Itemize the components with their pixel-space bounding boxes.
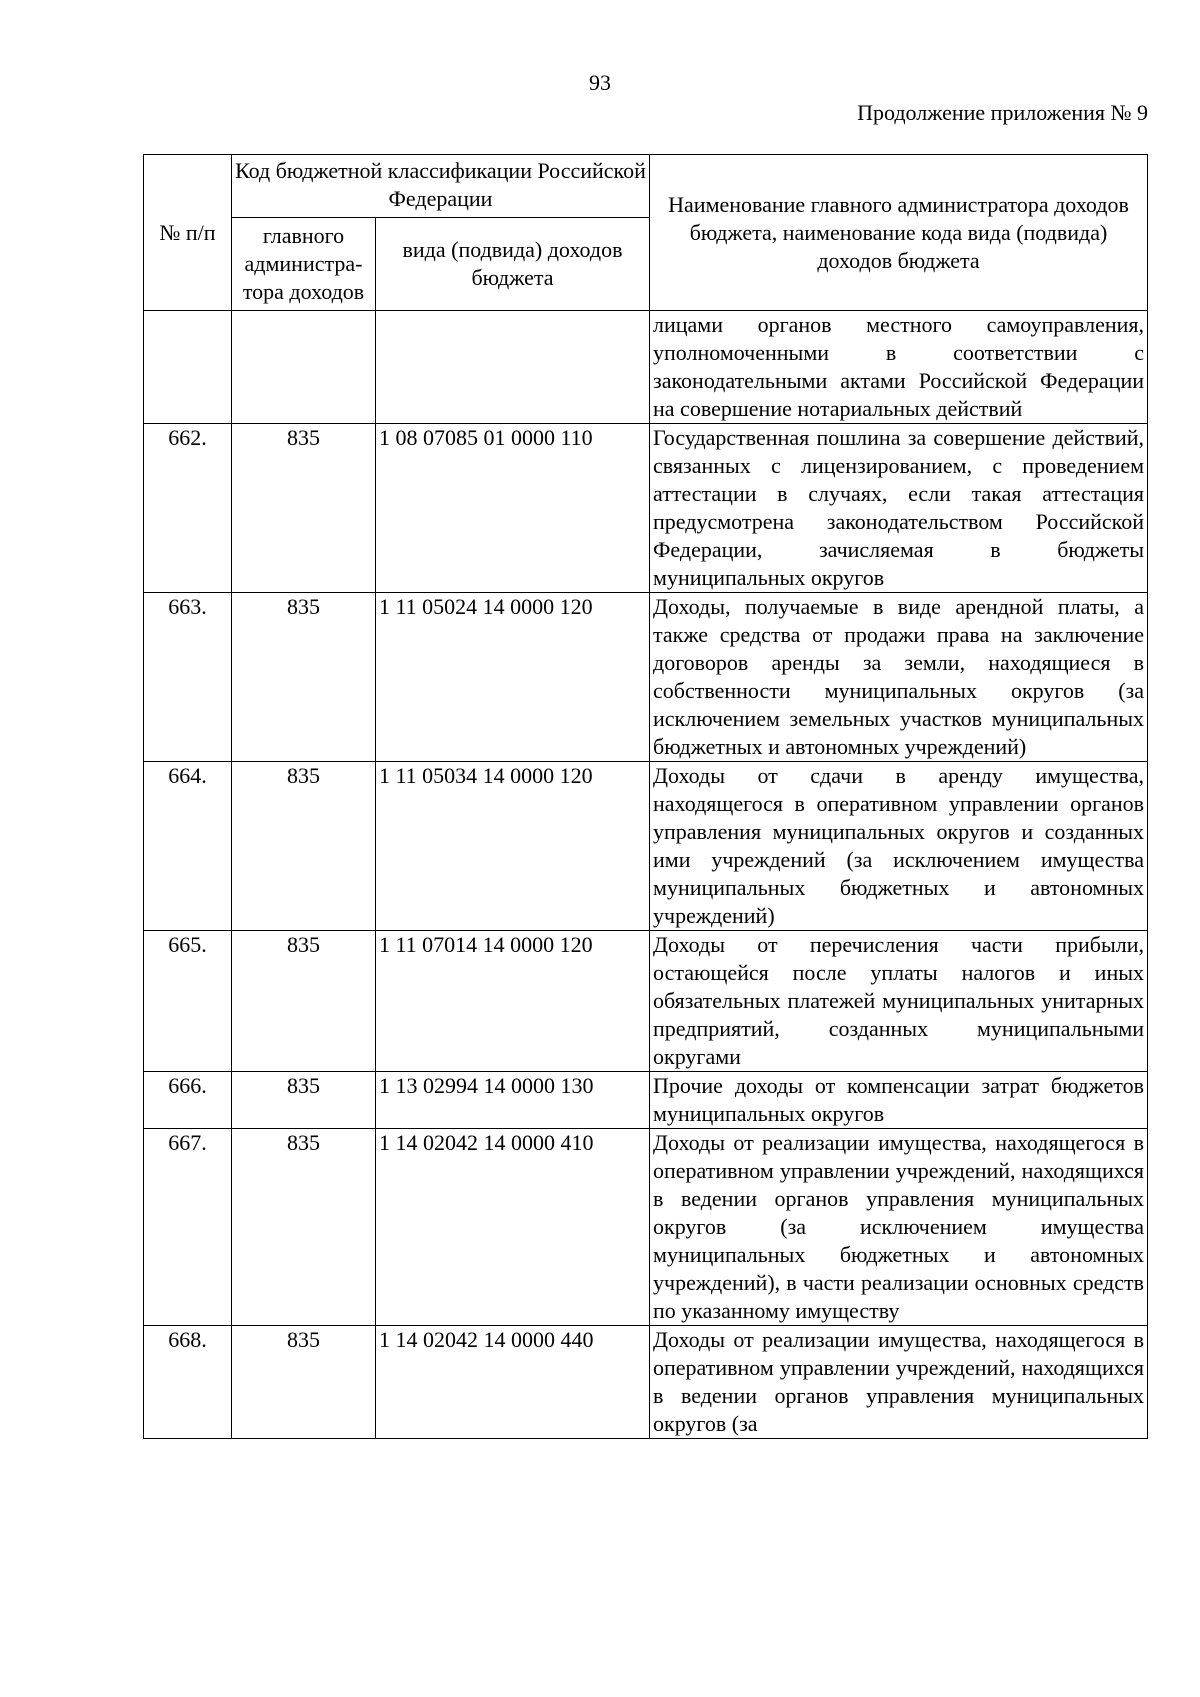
row-number bbox=[144, 311, 232, 424]
revenue-code: 1 11 05034 14 0000 120 bbox=[376, 762, 650, 931]
revenue-code: 1 11 07014 14 0000 120 bbox=[376, 931, 650, 1072]
administrator-code: 835 bbox=[232, 1129, 376, 1326]
revenue-code: 1 14 02042 14 0000 410 bbox=[376, 1129, 650, 1326]
appendix-continuation-title: Продолжение приложения № 9 bbox=[857, 100, 1148, 125]
table-row bbox=[144, 1072, 1148, 1129]
administrator-code: 835 bbox=[232, 762, 376, 931]
header-row-number: № п/п bbox=[144, 155, 232, 311]
page-number: 93 bbox=[589, 70, 611, 95]
revenue-name: Доходы, получаемые в виде арендной платы, а также средства от продажи права на заключение договоров аренды за земли, находящиеся в собственности муниципальных округов (за исключением земельных участков муниципальных бюджетных и автономных учреждений) bbox=[650, 593, 1148, 762]
revenue-name: Доходы от сдачи в аренду имущества, находящегося в оперативном управлении органов управления муниципальных округов и созданных ими учреждений (за исключением имущества муниципальных бюджетных и автономных учреждений) bbox=[650, 762, 1148, 931]
revenue-code bbox=[376, 311, 650, 424]
administrator-code: 835 bbox=[232, 424, 376, 593]
revenue-name: Доходы от реализации имущества, находящегося в оперативном управлении учреждений, находящихся в ведении органов управления муниципальных округов (за исключением имущества муниципальных бюджетных и автономных учреждений), в части реализации основных средств по указанному имуществу bbox=[650, 1129, 1148, 1326]
revenue-name: Доходы от перечисления части прибыли, остающейся после уплаты налогов и иных обязательных платежей муниципальных унитарных предприятий, созданных муниципальными округами bbox=[650, 931, 1148, 1072]
table-row bbox=[144, 311, 1148, 424]
table-row bbox=[144, 931, 1148, 1072]
revenue-name: Прочие доходы от компенсации затрат бюджетов муниципальных округов bbox=[650, 1072, 1148, 1129]
revenue-code: 1 08 07085 01 0000 110 bbox=[376, 424, 650, 593]
table-row bbox=[144, 762, 1148, 931]
revenue-code: 1 14 02042 14 0000 440 bbox=[376, 1326, 650, 1439]
row-number: 667. bbox=[144, 1129, 232, 1326]
table-row bbox=[144, 1129, 1148, 1326]
table-row bbox=[144, 424, 1148, 593]
administrator-code: 835 bbox=[232, 931, 376, 1072]
revenue-code: 1 13 02994 14 0000 130 bbox=[376, 1072, 650, 1129]
revenue-classification-table bbox=[143, 154, 1148, 1439]
row-number: 668. bbox=[144, 1326, 232, 1439]
row-number: 662. bbox=[144, 424, 232, 593]
table-row bbox=[144, 1326, 1148, 1439]
row-number: 663. bbox=[144, 593, 232, 762]
administrator-code: 835 bbox=[232, 1326, 376, 1439]
revenue-code: 1 11 05024 14 0000 120 bbox=[376, 593, 650, 762]
header-chief-administrator: главного администра-тора доходов bbox=[232, 218, 376, 311]
header-budget-classification-code: Код бюджетной классификации Российской Федерации bbox=[232, 155, 650, 218]
table-body bbox=[144, 311, 1148, 1439]
header-revenue-type-code: вида (подвида) доходов бюджета bbox=[376, 218, 650, 311]
revenue-name: Доходы от реализации имущества, находящегося в оперативном управлении учреждений, находящихся в ведении органов управления муниципальных округов (за bbox=[650, 1326, 1148, 1439]
administrator-code bbox=[232, 311, 376, 424]
row-number: 665. bbox=[144, 931, 232, 1072]
row-number: 664. bbox=[144, 762, 232, 931]
row-number: 666. bbox=[144, 1072, 232, 1129]
revenue-name: Государственная пошлина за совершение действий, связанных с лицензированием, с проведением аттестации в случаях, если такая аттестация предусмотрена законодательством Российской Федерации, зачисляемая в бюджеты муниципальных округов bbox=[650, 424, 1148, 593]
header-revenue-name: Наименование главного администратора доходов бюджета, наименование кода вида (подвида) доходов бюджета bbox=[650, 155, 1148, 311]
table-row bbox=[144, 593, 1148, 762]
table-header bbox=[144, 155, 1148, 311]
administrator-code: 835 bbox=[232, 593, 376, 762]
revenue-name: лицами органов местного самоуправления, уполномоченными в соответствии с законодательными актами Российской Федерации на совершение нотариальных действий bbox=[650, 311, 1148, 424]
administrator-code: 835 bbox=[232, 1072, 376, 1129]
